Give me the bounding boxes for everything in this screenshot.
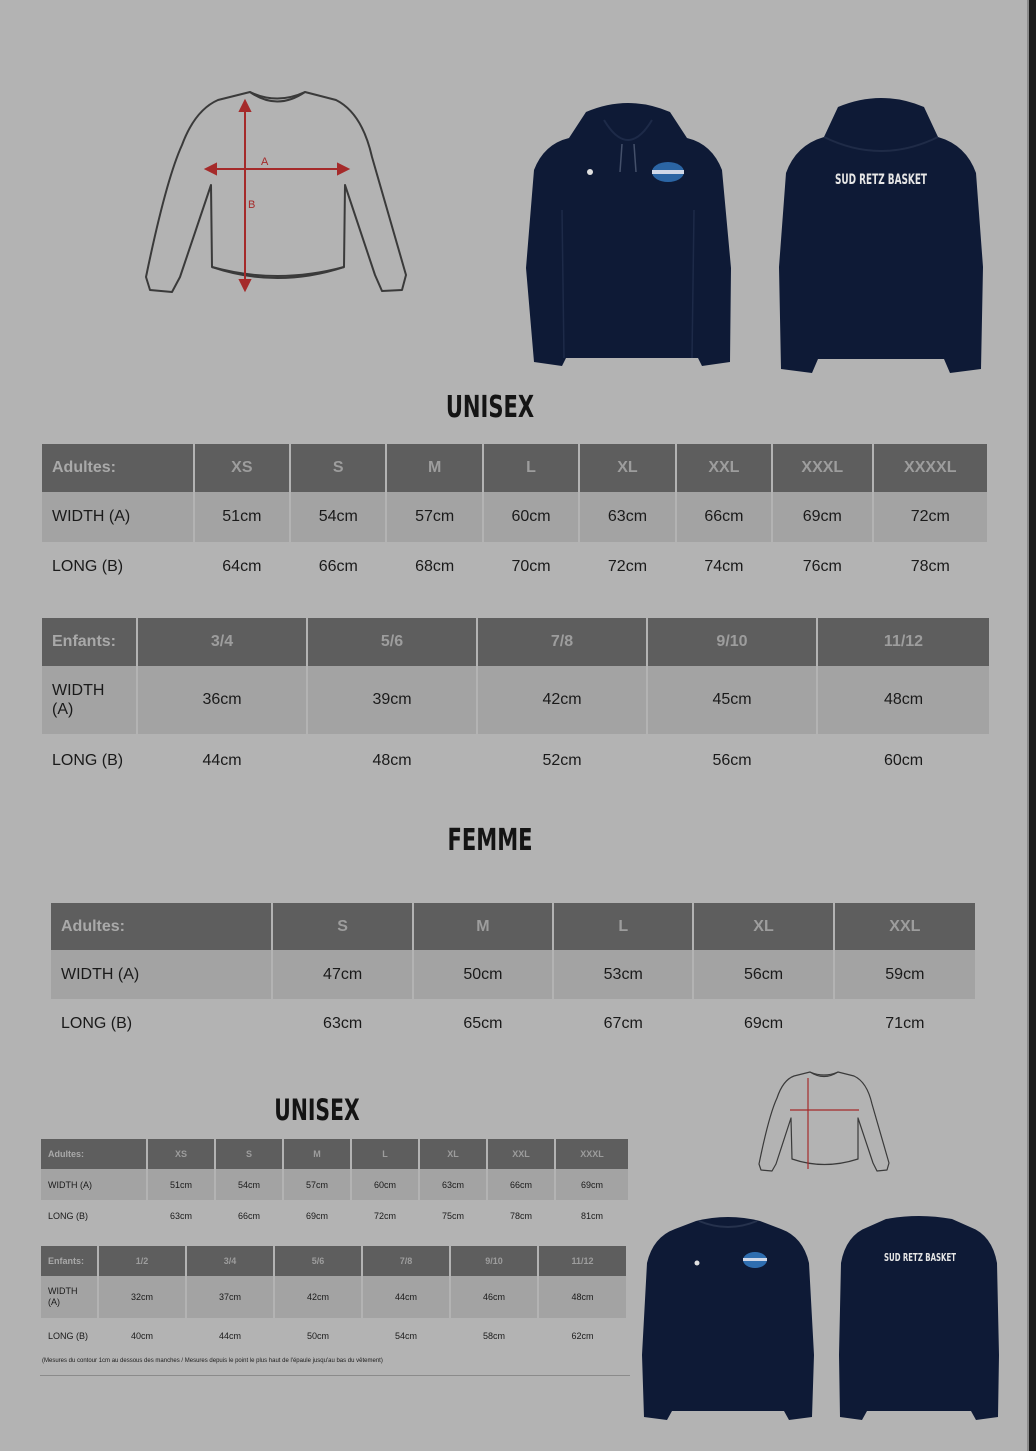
table-cell: 72cm [874,492,988,542]
hoodie-back-image [778,97,984,377]
table-cell: 51cm [148,1169,214,1200]
row-label: LONG (B) [52,558,124,575]
column-header: XXL [835,903,975,950]
table-cell: 54cm [394,1331,417,1341]
table-cell: 37cm [187,1276,273,1318]
table-cell: 50cm [414,950,552,999]
column-header: S [273,903,411,950]
table-cell: 36cm [138,666,306,734]
table-cell: 60cm [883,752,924,769]
table-row [51,999,975,1049]
sweatshirt-front-image [641,1215,815,1425]
table-cell: 42cm [478,666,646,734]
unisex-sweat-adult-table [39,1139,630,1231]
column-header: 3/4 [138,618,306,666]
column-header: S [216,1139,282,1169]
table-cell: 78cm [910,558,950,575]
table-row [42,666,989,734]
unisex-hoodie-kids-table [40,618,991,788]
column-header: L [554,903,692,950]
table-cell: 54cm [291,492,385,542]
table-cell: 48cm [818,666,989,734]
table-cell: 70cm [511,558,551,575]
sweatshirt-back-print: SUD RETZ BASKET [884,1251,957,1264]
column-header: Adultes: [42,444,193,492]
hoodie-front-image [522,100,734,375]
column-header: Adultes: [41,1139,146,1169]
column-header: 11/12 [539,1246,626,1276]
brand-logo-icon [587,169,593,175]
table-cell: 60cm [484,492,578,542]
table-cell: 63cm [323,1015,363,1032]
table-cell: 63cm [420,1169,486,1200]
table-cell: 53cm [554,950,692,999]
table-cell: 56cm [712,752,752,769]
club-logo-icon [743,1252,767,1268]
table-cell: 48cm [372,752,412,769]
column-header: XXXL [773,444,871,492]
column-header: M [387,444,481,492]
table-cell: 57cm [387,492,481,542]
table-cell: 69cm [773,492,871,542]
table-cell: 56cm [694,950,832,999]
column-header: 7/8 [363,1246,449,1276]
table-cell: 69cm [305,1210,328,1221]
row-label: LONG (B) [61,1015,133,1032]
club-logo-icon [652,162,684,182]
table-cell: 51cm [195,492,289,542]
unisex-sweat-kids-table [39,1246,628,1354]
table-cell: 32cm [99,1276,185,1318]
column-header: Enfants: [42,618,136,666]
table-row [42,492,987,542]
table-cell: 39cm [308,666,476,734]
table-cell: 76cm [802,558,842,575]
table-cell: 64cm [222,558,262,575]
table-cell: 40cm [130,1331,153,1341]
table-cell: 62cm [571,1331,594,1341]
divider [40,1375,630,1376]
table-row [41,1200,628,1231]
hoodie-back-print: SUD RETZ BASKET [835,172,928,188]
table-cell: 81cm [580,1210,603,1221]
row-label: LONG (B) [48,1210,89,1221]
table-cell: 66cm [318,558,358,575]
column-header: Adultes: [51,903,271,950]
column-header: XL [694,903,832,950]
column-header: XXXL [556,1139,628,1169]
table-cell: 52cm [542,752,582,769]
unisex-sweat-title: UNISEX [274,1093,360,1127]
diagram-label-a: A [261,156,269,168]
table-cell: 72cm [373,1210,396,1221]
column-header: S [291,444,385,492]
unisex-hoodie-adult-table [40,444,989,592]
table-cell: 66cm [677,492,771,542]
table-cell: 75cm [441,1210,464,1221]
table-cell: 54cm [216,1169,282,1200]
femme-adult-table [49,903,977,1049]
table-cell: 74cm [704,558,744,575]
table-cell: 69cm [743,1015,784,1032]
sweatshirt-back-image [838,1215,1000,1425]
row-label: WIDTH (A) [42,492,193,542]
table-cell: 58cm [482,1331,505,1341]
column-header: 11/12 [818,618,989,666]
table-cell: 65cm [463,1015,503,1032]
femme-title: FEMME [447,823,533,858]
row-label: LONG (B) [48,1331,89,1341]
table-cell: 72cm [607,558,648,575]
table-cell: 44cm [218,1331,241,1341]
table-cell: 44cm [202,752,242,769]
column-header: M [414,903,552,950]
column-header: Enfants: [41,1246,97,1276]
table-cell: 57cm [284,1169,350,1200]
table-cell: 69cm [556,1169,628,1200]
row-label: WIDTH (A) [41,1276,97,1318]
table-cell: 66cm [488,1169,554,1200]
column-header: 7/8 [478,618,646,666]
brand-logo-icon [695,1261,700,1266]
column-header: 5/6 [275,1246,361,1276]
table-cell: 44cm [363,1276,449,1318]
table-row [42,734,989,788]
table-cell: 66cm [237,1210,260,1221]
table-cell: 46cm [451,1276,537,1318]
column-header: 3/4 [187,1246,273,1276]
table-cell: 50cm [306,1331,329,1341]
sweater-diagram-top [140,85,420,300]
column-header: 1/2 [99,1246,185,1276]
measurement-note: (Mesures du contour 1cm au dessous des manches / Mesures depuis le point le plus haut de l'épaule jusqu'au bas du vêtement) [42,1358,383,1364]
table-cell: 59cm [835,950,975,999]
table-cell: 42cm [275,1276,361,1318]
column-header: L [352,1139,418,1169]
column-header: XS [195,444,289,492]
column-header: 9/10 [648,618,816,666]
table-cell: 71cm [885,1015,925,1032]
column-header: XXXXL [874,444,988,492]
column-header: M [284,1139,350,1169]
column-header: XXL [488,1139,554,1169]
table-row [41,1276,626,1318]
column-header: 9/10 [451,1246,537,1276]
column-header: XXL [677,444,771,492]
table-cell: 68cm [415,558,455,575]
unisex-hoodie-title: UNISEX [445,390,535,425]
column-header: 5/6 [308,618,476,666]
sweater-diagram-small [756,1068,896,1176]
table-cell: 48cm [539,1276,626,1318]
column-header: XL [580,444,674,492]
table-cell: 47cm [273,950,411,999]
table-cell: 63cm [169,1210,192,1221]
row-label: LONG (B) [52,752,124,769]
row-label: WIDTH (A) [41,1169,146,1200]
column-header: XS [148,1139,214,1169]
column-header: L [484,444,578,492]
table-row [41,1169,628,1200]
column-header: XL [420,1139,486,1169]
diagram-label-b: B [248,199,256,211]
table-row [42,542,987,592]
table-cell: 67cm [603,1015,643,1032]
table-cell: 45cm [648,666,816,734]
table-cell: 63cm [580,492,674,542]
table-row [51,950,975,999]
row-label: WIDTH (A) [51,950,271,999]
row-label: WIDTH (A) [42,666,136,734]
table-row [41,1318,626,1354]
table-cell: 60cm [352,1169,418,1200]
table-cell: 78cm [509,1210,532,1221]
